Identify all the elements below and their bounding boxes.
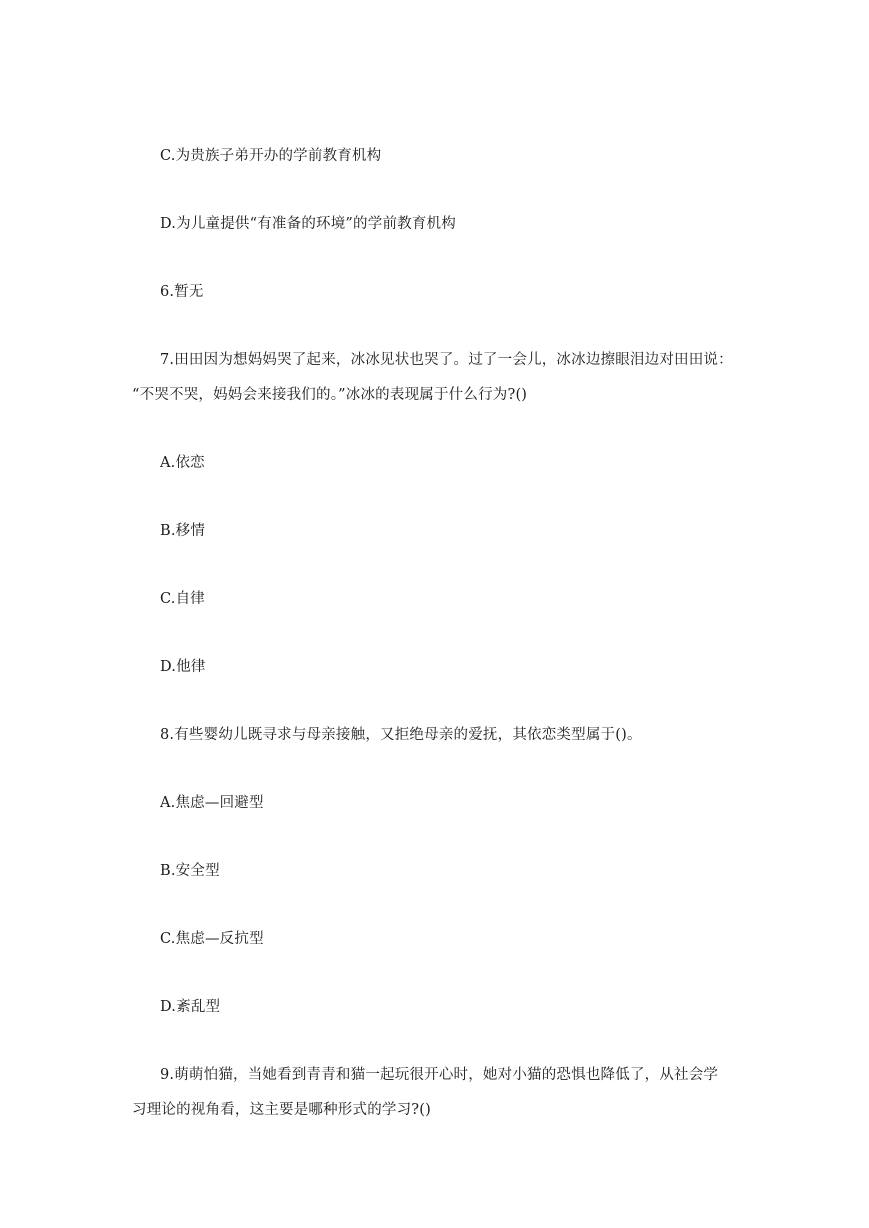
option-c-q5: C.为贵族子弟开办的学前教育机构 [160, 148, 382, 164]
question-6: 6.暂无 [160, 284, 204, 300]
question-9-line-1: 9.萌萌怕猫，当她看到青青和猫一起玩很开心时，她对小猫的恐惧也降低了，从社会学 [160, 1067, 719, 1083]
option-d-q8: D.紊乱型 [160, 999, 221, 1015]
option-b-q8: B.安全型 [160, 863, 220, 879]
option-c-q8: C.焦虑—反抗型 [160, 931, 264, 947]
question-9-line-2: 习理论的视角看，这主要是哪种形式的学习?() [132, 1102, 431, 1118]
option-a-q7: A.依恋 [160, 455, 205, 471]
option-c-q7: C.自律 [160, 591, 205, 607]
question-8: 8.有些婴幼儿既寻求与母亲接触，又拒绝母亲的爱抚，其依恋类型属于()。 [160, 727, 642, 743]
option-a-q8: A.焦虑—回避型 [160, 795, 264, 811]
question-7-line-2: “不哭不哭，妈妈会来接我们的。”冰冰的表现属于什么行为?() [132, 387, 528, 403]
option-b-q7: B.移情 [160, 523, 206, 539]
option-d-q5: D.为儿童提供“有准备的环境”的学前教育机构 [160, 216, 456, 232]
option-d-q7: D.他律 [160, 659, 206, 675]
question-7-line-1: 7.田田因为想妈妈哭了起来，冰冰见状也哭了。过了一会儿，冰冰边擦眼泪边对田田说： [160, 352, 733, 368]
